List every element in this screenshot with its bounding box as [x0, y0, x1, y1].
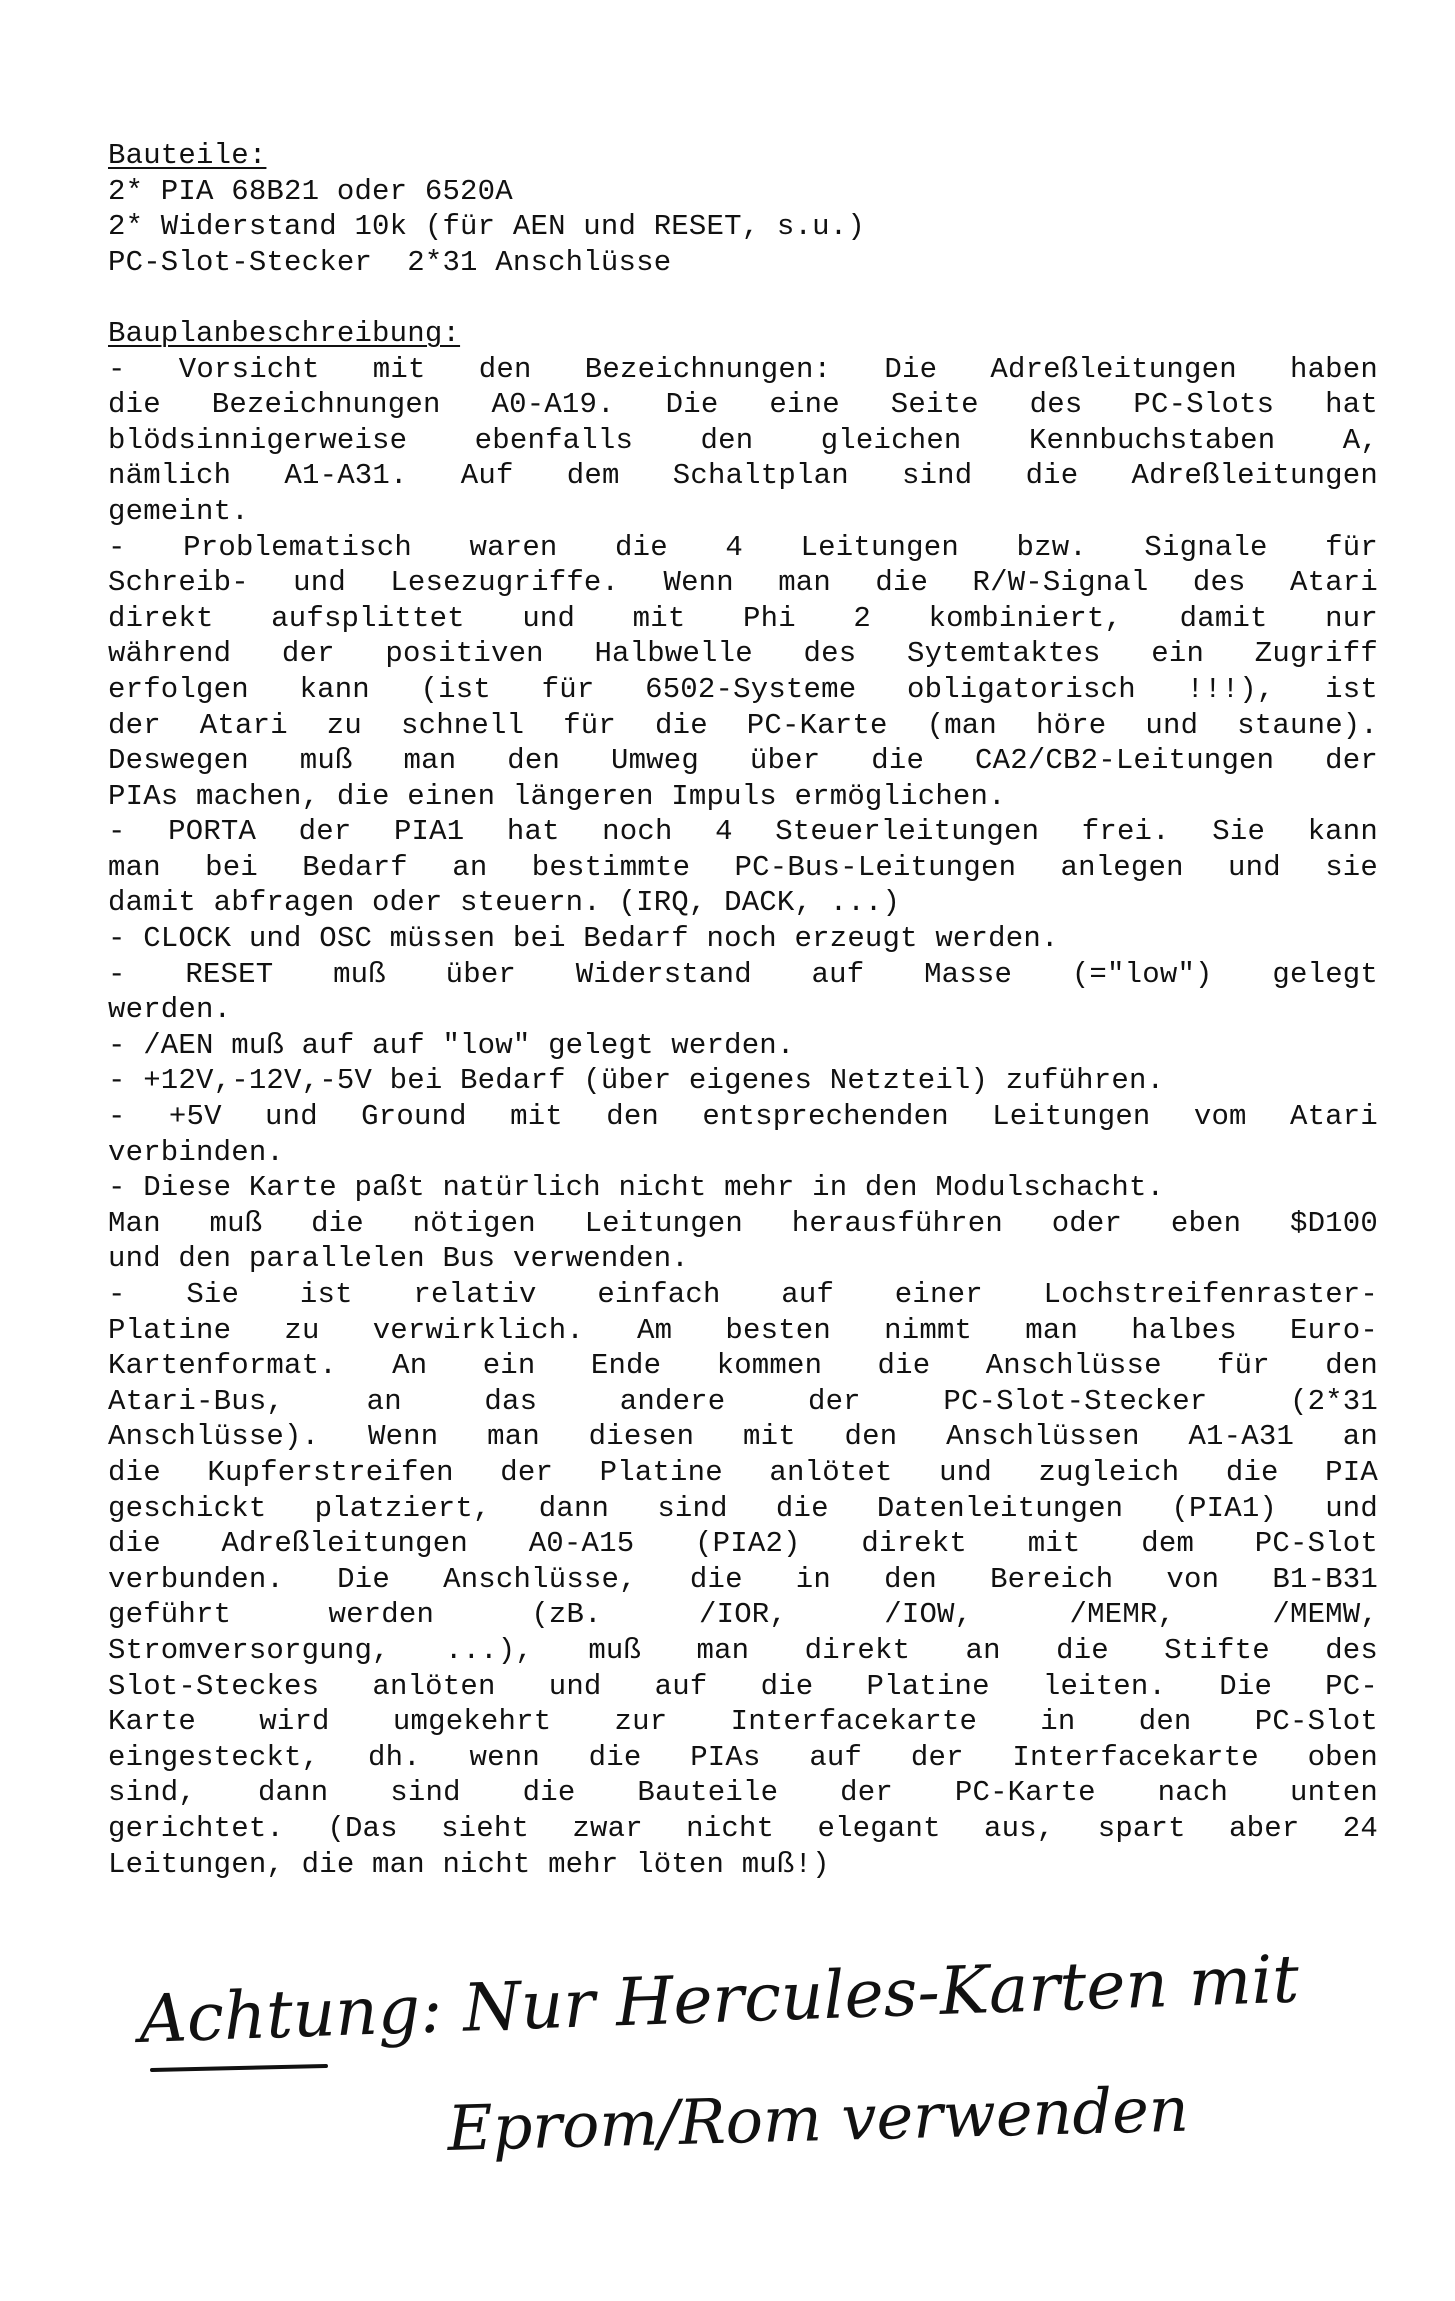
text-line: sind, dann sind die Bauteile der PC-Karte nach unten	[108, 1776, 1378, 1810]
text-line: gerichtet. (Das sieht zwar nicht elegant aus, spart aber 24	[108, 1811, 1378, 1845]
text-line: nämlich A1-A31. Auf dem Schaltplan sind die Adreßleitungen	[108, 459, 1378, 493]
text-line: - Problematisch waren die 4 Leitungen bzw. Signale für	[108, 530, 1378, 564]
text-line: Leitungen, die man nicht mehr löten muß!)	[108, 1847, 830, 1881]
text-line: geführt werden (zB. /IOR, /IOW, /MEMR, /MEMW,	[108, 1598, 1378, 1632]
text-line: verbinden.	[108, 1135, 285, 1169]
text-line: blödsinnigerweise ebenfalls den gleichen Kennbuchstaben A,	[108, 423, 1378, 457]
typewritten-text	[108, 138, 1378, 1882]
parts-item: 2* PIA 68B21 oder 6520A	[108, 174, 513, 208]
text-line: Platine zu verwirklich. Am besten nimmt man halbes Euro-	[108, 1313, 1378, 1347]
parts-item: PC-Slot-Stecker 2*31 Anschlüsse	[108, 245, 672, 279]
text-line: während der positiven Halbwelle des Sytemtaktes ein Zugriff	[108, 637, 1378, 671]
text-line: Karte wird umgekehrt zur Interfacekarte in den PC-Slot	[108, 1705, 1378, 1739]
text-line: der Atari zu schnell für die PC-Karte (man höre und staune).	[108, 708, 1378, 742]
text-line: - +12V,-12V,-5V bei Bedarf (über eigenes Netzteil) zuführen.	[108, 1064, 1165, 1098]
text-line: eingesteckt, dh. wenn die PIAs auf der Interfacekarte oben	[108, 1740, 1378, 1774]
handwritten-note	[130, 1940, 1380, 2190]
text-line: geschickt platziert, dann sind die Datenleitungen (PIA1) und	[108, 1491, 1378, 1525]
text-line: Anschlüsse). Wenn man diesen mit den Anschlüssen A1-A31 an	[108, 1420, 1378, 1454]
handwritten-underline	[152, 2066, 326, 2070]
text-line: - Vorsicht mit den Bezeichnungen: Die Adreßleitungen haben	[108, 352, 1378, 386]
text-line: Man muß die nötigen Leitungen herausführen oder eben $D100	[108, 1206, 1378, 1240]
text-line: - Diese Karte paßt natürlich nicht mehr in den Modulschacht.	[108, 1171, 1165, 1205]
handwritten-line-1: Achtung: Nur Hercules-Karten mit	[137, 1940, 1301, 2058]
text-line: Stromversorgung, ...), muß man direkt an die Stifte des	[108, 1633, 1378, 1667]
text-line: Slot-Steckes anlöten und auf die Platine leiten. Die PC-	[108, 1669, 1378, 1703]
handwritten-line-2: Eprom/Rom verwenden	[446, 2072, 1190, 2165]
parts-item: 2* Widerstand 10k (für AEN und RESET, s.u.)	[108, 210, 865, 244]
text-line: PIAs machen, die einen längeren Impuls ermöglichen.	[108, 779, 1006, 813]
text-line: erfolgen kann (ist für 6502-Systeme obligatorisch !!!), ist	[108, 672, 1378, 706]
text-line: verbunden. Die Anschlüsse, die in den Bereich von B1-B31	[108, 1562, 1378, 1596]
text-line: - /AEN muß auf auf "low" gelegt werden.	[108, 1028, 795, 1062]
text-line: Kartenformat. An ein Ende kommen die Anschlüsse für den	[108, 1349, 1378, 1383]
text-line: die Bezeichnungen A0-A19. Die eine Seite des PC-Slots hat	[108, 388, 1378, 422]
text-line: die Kupferstreifen der Platine anlötet und zugleich die PIA	[108, 1455, 1378, 1489]
description-heading: Bauplanbeschreibung:	[108, 316, 461, 350]
text-line: Schreib- und Lesezugriffe. Wenn man die R/W-Signal des Atari	[108, 566, 1378, 600]
text-line: - Sie ist relativ einfach auf einer Lochstreifenraster-	[108, 1278, 1378, 1311]
text-line: - +5V und Ground mit den entsprechenden Leitungen vom Atari	[108, 1100, 1378, 1134]
text-line: man bei Bedarf an bestimmte PC-Bus-Leitungen anlegen und sie	[108, 850, 1378, 884]
text-line: werden.	[108, 993, 232, 1027]
text-line: - PORTA der PIA1 hat noch 4 Steuerleitungen frei. Sie kann	[108, 815, 1378, 849]
text-line: und den parallelen Bus verwenden.	[108, 1242, 689, 1276]
text-line: - RESET muß über Widerstand auf Masse (="low") gelegt	[108, 957, 1378, 991]
text-line: damit abfragen oder steuern. (IRQ, DACK, ...)	[108, 886, 901, 920]
text-line: die Adreßleitungen A0-A15 (PIA2) direkt mit dem PC-Slot	[108, 1527, 1378, 1561]
text-line: Deswegen muß man den Umweg über die CA2/CB2-Leitungen der	[108, 744, 1378, 778]
handwritten-note-drawing	[130, 1940, 1380, 2190]
text-line: Atari-Bus, an das andere der PC-Slot-Stecker (2*31	[108, 1384, 1378, 1418]
text-line: - CLOCK und OSC müssen bei Bedarf noch erzeugt werden.	[108, 922, 1059, 956]
parts-heading: Bauteile:	[108, 139, 267, 172]
text-line: gemeint.	[108, 494, 249, 528]
text-line: direkt aufsplittet und mit Phi 2 kombiniert, damit nur	[108, 601, 1378, 635]
spacer	[108, 280, 1378, 316]
